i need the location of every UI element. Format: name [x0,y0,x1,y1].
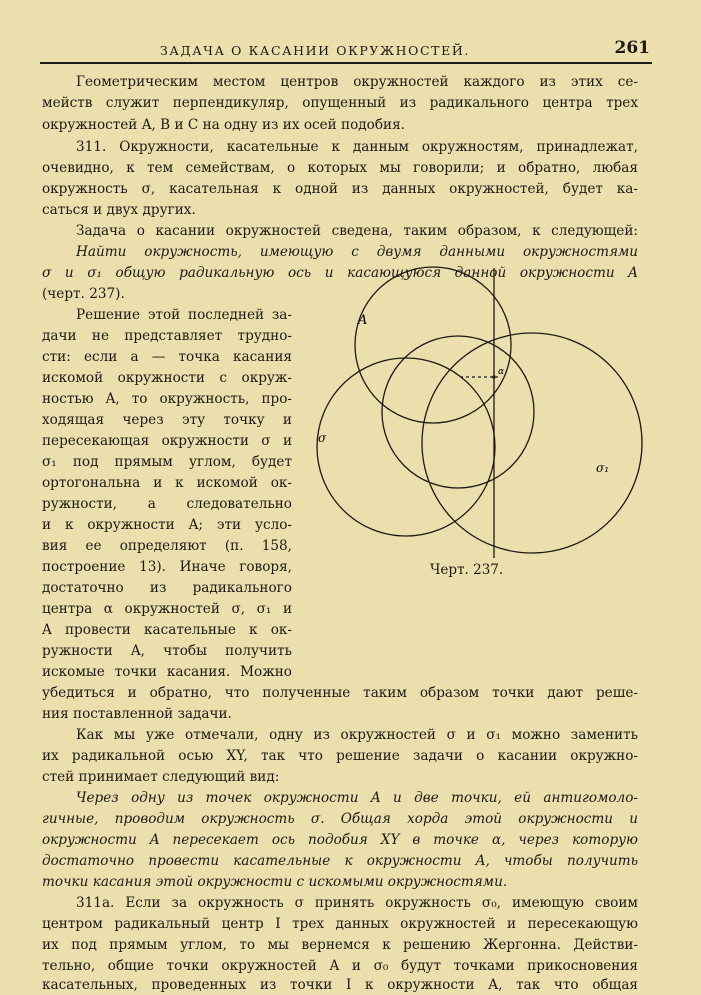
point-alpha [492,375,496,379]
text-line: ортогональна и к искомой ок- [42,475,292,491]
text-line: окружностей A, B и C на одну из их осей подобия. [42,117,405,133]
text-line: Задача о касании окружностей сведена, таким образом, к следующей: [76,223,638,239]
section-311-line: 311. Окружности, касательные к данным окружностям, принадлежат, [76,139,638,155]
text-line: убедиться и обратно, что полученные таким образом точки дают реше- [42,685,638,701]
italic-line: Через одну из точек окружности A и две точки, ей антигомоло- [76,790,638,806]
italic-line: гичные, проводим окружность σ. Общая хорда этой окружности и [42,811,638,827]
text-line: очевидно, к тем семействам, о которых мы говорили; и обратно, любая [42,160,638,176]
circle-construction [382,336,534,488]
text-line: центра α окружностей σ, σ₁ и [42,601,292,617]
text-line: искомой окружности с окруж- [42,370,292,386]
text-line: центром радикальный центр I трех данных окружностей и пересекающую [42,916,638,932]
figure-237 [300,262,690,562]
italic-line: достаточно провести касательные к окружности A, чтобы получить [42,853,638,869]
text-line: тельно, общие точки окружностей A и σ₀ будут точками прикосновения [42,958,638,974]
text-line: мейств служит перпендикуляр, опущенный из радикального центра трех [42,95,638,111]
page-number: 261 [614,38,650,58]
text-line: вия ее определяют (п. 158, [42,538,292,554]
label-circle-a: A [358,313,368,328]
label-circle-sigma1: σ₁ [596,461,610,475]
text-line: достаточно из радикального [42,580,292,596]
text-line: пересекающая окружности σ и [42,433,292,449]
italic-line: Найти окружность, имеющую с двумя данными окружностями [76,244,638,260]
text-line: и к окружности A; эти усло- [42,517,292,533]
text-line: σ₁ под прямым углом, будет [42,454,292,470]
italic-line: σ и σ₁ общую радикальную ось и касающуюся данной окружности A [42,265,638,281]
text-line: (черт. 237). [42,286,125,302]
text-line: их под прямым углом, то мы вернемся к решению Жергонна. Действи- [42,937,638,953]
figure-caption: Черт. 237. [430,562,504,578]
italic-line: окружности A пересекает ось подобия XY в точке α, через которую [42,832,638,848]
text-line: искомые точки касания. Можно [42,664,292,680]
label-point-alpha: α [498,367,505,377]
text-line: стей принимает следующий вид: [42,769,280,785]
header-rule [40,62,652,64]
text-line: их радикальной осью XY, так что решение задачи о касании окружно- [42,748,638,764]
text-line: сти: если a — точка касания [42,349,292,365]
text-line: ружности A, чтобы получить [42,643,292,659]
text-line: ния поставленной задачи. [42,706,232,722]
section-311a-line: 311a. Если за окружность σ принять окружность σ₀, имеющую своим [76,895,638,911]
label-circle-sigma: σ [318,431,327,445]
text-line: касательных, проведенных из точки I к окружности A, так что общая [42,977,638,993]
text-line: дачи не представляет трудно- [42,328,292,344]
text-line: окружность σ, касательная к одной из данных окружностей, будет ка- [42,181,638,197]
text-line: построение 13). Иначе говоря, [42,559,292,575]
text-line: ходящая через эту точку и [42,412,292,428]
text-line: A провести касательные к ок- [42,622,292,638]
page-header [40,36,652,64]
text-line: ностью A, то окружность, про- [42,391,292,407]
circle-sigma1 [422,333,642,553]
circle-sigma [317,358,495,536]
italic-line: точки касания этой окружности с искомыми окружностями. [42,874,508,890]
text-line: Как мы уже отмечали, одну из окружностей σ и σ₁ можно заменить [76,727,638,743]
circle-a [355,267,511,423]
text-line: саться и двух других. [42,202,196,218]
text-line: Геометрическим местом центров окружностей каждого из этих се- [76,74,638,90]
text-line: ружности, а следовательно [42,496,292,512]
text-line: Решение этой последней за- [76,307,292,323]
running-title: ЗАДАЧА О КАСАНИИ ОКРУЖНОСТЕЙ. [160,43,470,58]
